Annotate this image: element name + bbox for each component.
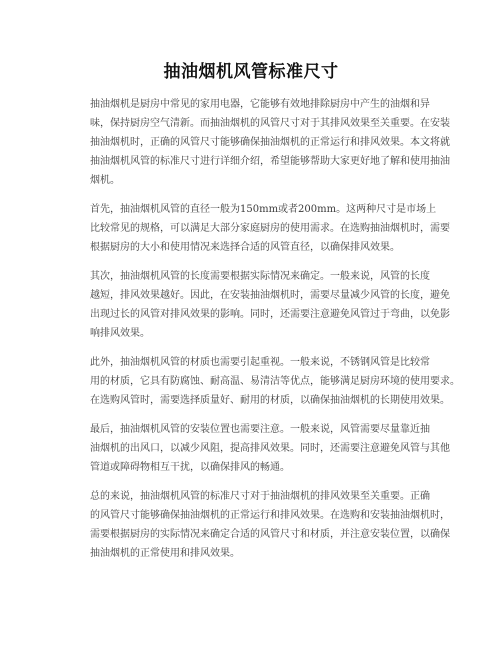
paragraph-position [90,420,450,477]
paragraph-line: 其次，抽油烟机风管的长度需要根据实际情况来确定。一般来说，风管的长度 [90,271,430,282]
paragraph-line: 出现过长的风管对排风效果的影响。同时，还需要注意避免风管过于弯曲，以免影 [90,309,450,320]
paragraph-line: 抽油烟机的正常使用和排风效果。 [90,548,240,559]
paragraph-line: 需要根据厨房的实际情况来确定合适的风管尺寸和材质，并注意安装位置，以确保 [90,529,450,540]
paragraph-line: 油烟机的出风口，以减少风阻，提高排风效果。同时，还需要注意避免风管与其他 [90,443,450,454]
paragraph-line: 响排风效果。 [90,328,150,339]
paragraph-length [90,267,450,343]
paragraph-line: 抽油烟机时，正确的风管尺寸能够确保抽油烟机的正常运行和排风效果。本文将就 [90,137,450,148]
paragraph-line: 管道或障碍物相互干扰，以确保排风的畅通。 [90,462,290,473]
paragraph-line: 烟机。 [90,175,120,186]
paragraph-line: 抽油烟机风管的标准尺寸进行详细介绍，希望能够帮助大家更好地了解和使用抽油 [90,156,450,167]
paragraph-line: 在选购风管时，需要选择质量好、耐用的材质，以确保抽油烟机的长期使用效果。 [90,395,450,406]
paragraph-summary [90,487,450,563]
paragraph-line: 最后，抽油烟机风管的安装位置也需要注意。一般来说，风管需要尽量靠近抽 [90,424,430,435]
paragraph-line: 越短，排风效果越好。因此，在安装抽油烟机时，需要尽量减少风管的长度，避免 [90,290,450,301]
paragraph-intro [90,95,450,190]
paragraph-line: 比较常见的规格，可以满足大部分家庭厨房的使用需求。在选购抽油烟机时，需要 [90,223,450,234]
paragraph-material [90,353,460,410]
document-body [90,95,460,573]
page-title: 抽油烟机风管标准尺寸 [163,62,339,82]
paragraph-line: 的风管尺寸能够确保抽油烟机的正常运行和排风效果。在选购和安装抽油烟机时， [90,510,450,521]
paragraph-line: 根据厨房的大小和使用情况来选择合适的风管直径，以确保排风效果。 [90,242,400,253]
paragraph-line: 味，保持厨房空气清新。而抽油烟机的风管尺寸对于其排风效果至关重要。在安装 [90,118,450,129]
paragraph-line: 此外，抽油烟机风管的材质也需要引起重视。一般来说，不锈钢风管是比较常 [90,357,430,368]
paragraph-diameter [90,200,450,257]
paragraph-line: 首先，抽油烟机风管的直径一般为150mm或者200mm。这两种尺寸是市场上 [90,204,437,215]
paragraph-line: 总的来说，抽油烟机风管的标准尺寸对于抽油烟机的排风效果至关重要。正确 [90,491,430,502]
paragraph-line: 用的材质，它具有防腐蚀、耐高温、易清洁等优点，能够满足厨房环境的使用要求。 [90,376,460,387]
paragraph-line: 抽油烟机是厨房中常见的家用电器，它能够有效地排除厨房中产生的油烟和异 [90,99,430,110]
